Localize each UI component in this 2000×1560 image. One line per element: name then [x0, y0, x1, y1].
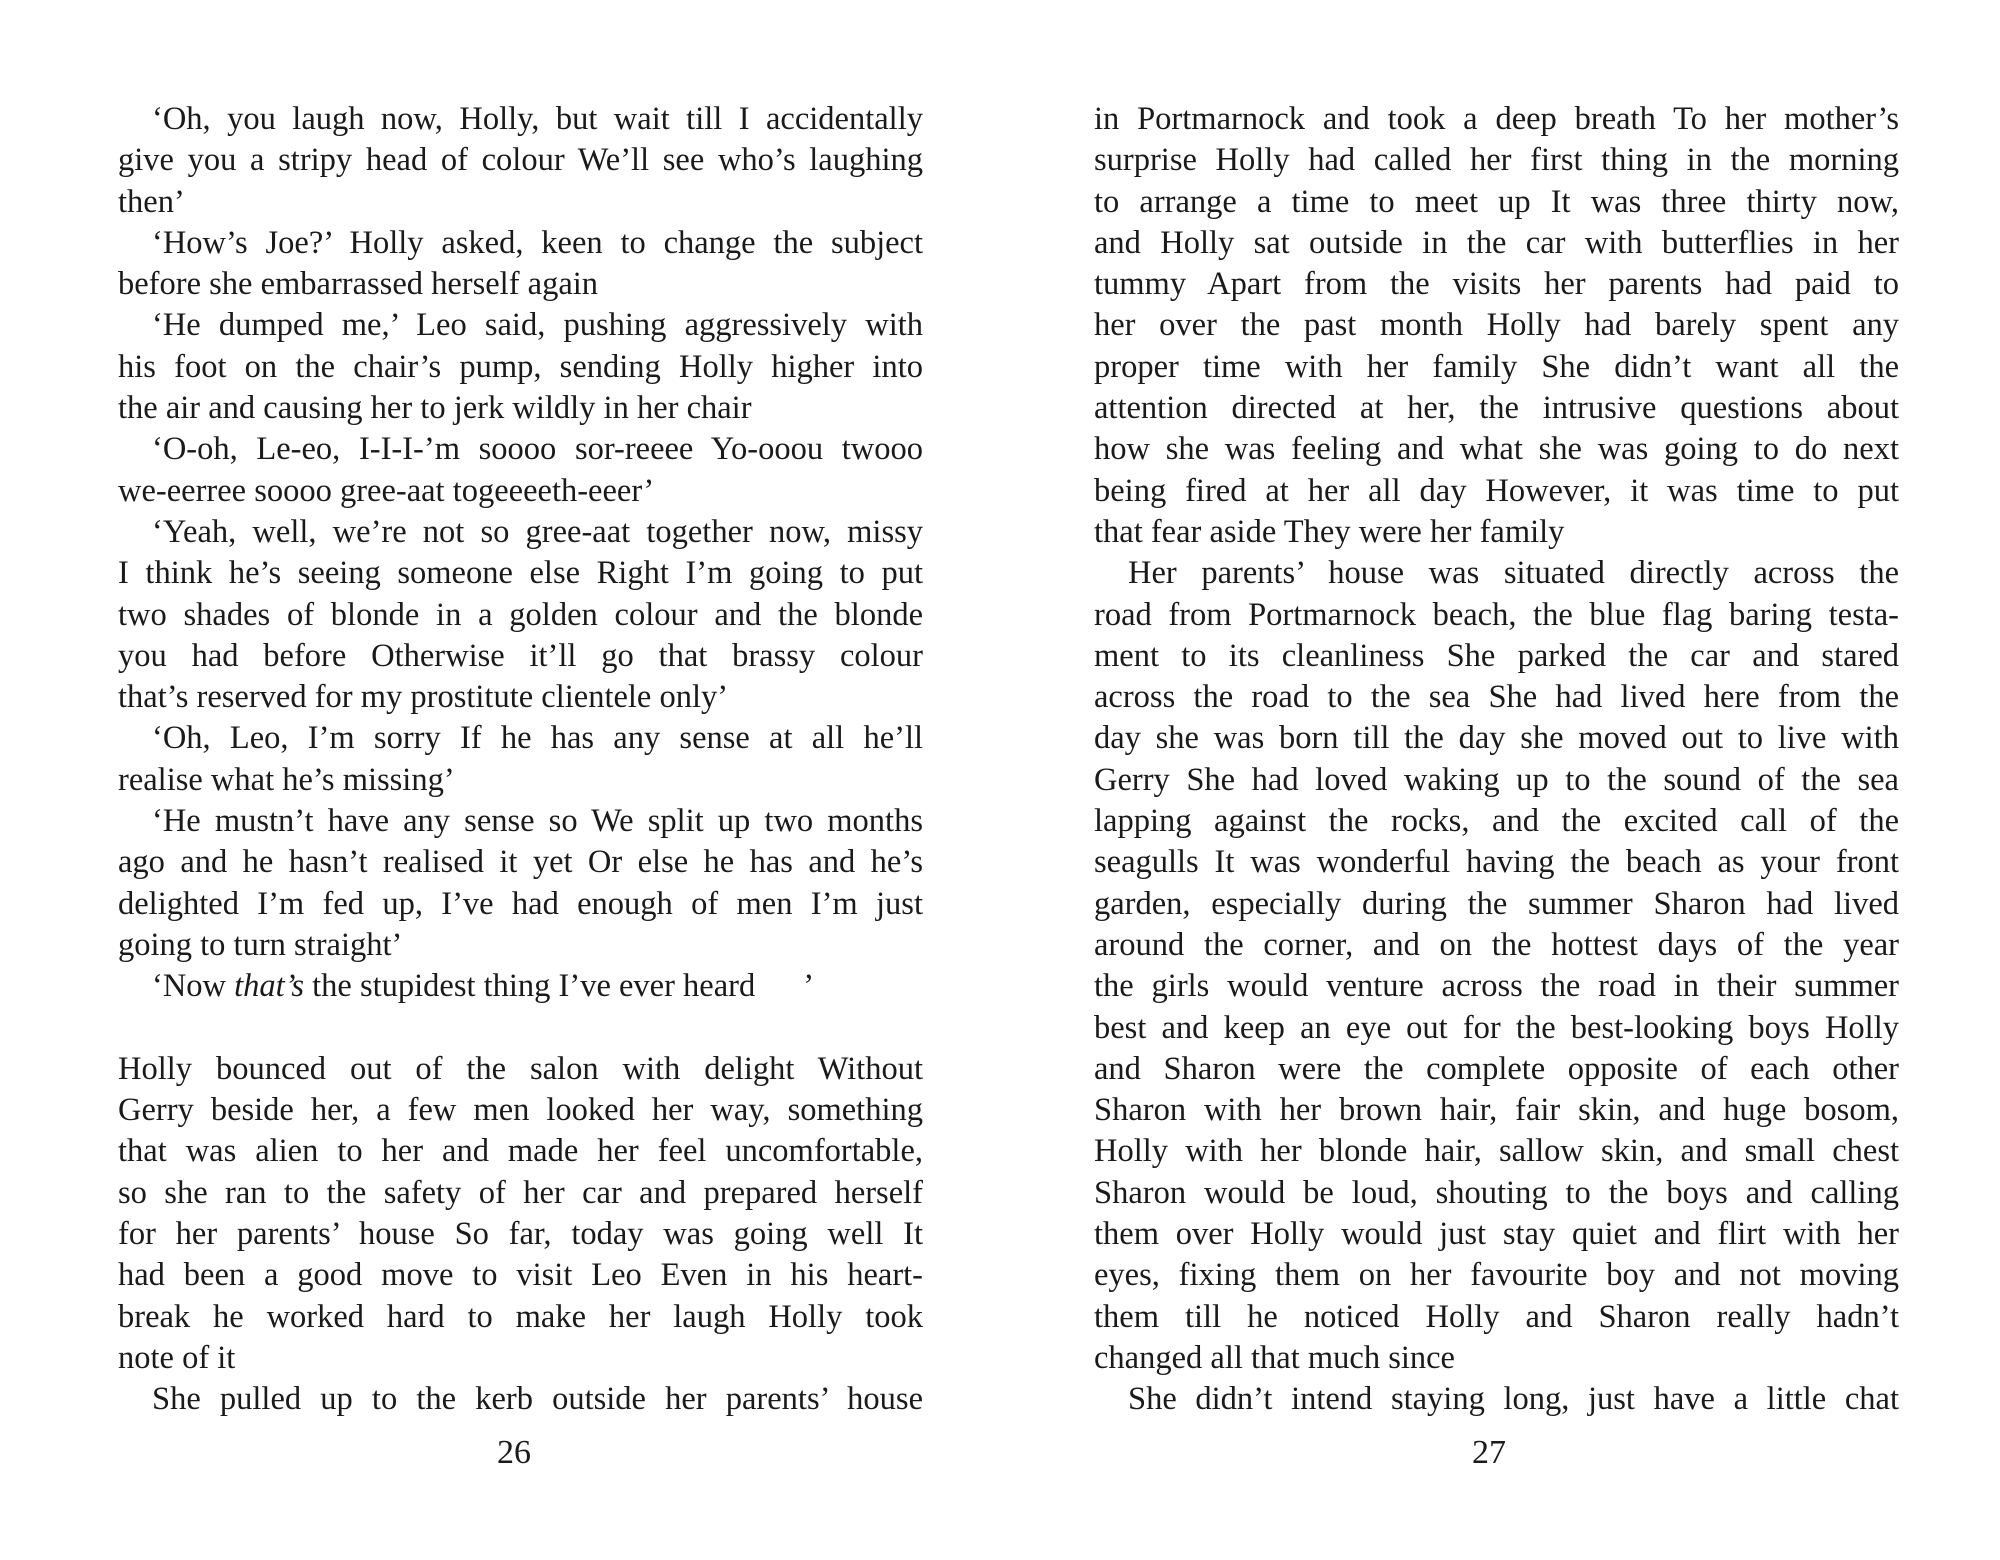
- text-line: [118, 966, 923, 1007]
- text-line: Sharon would be loud, shouting to the boys and calling: [1094, 1174, 1899, 1211]
- text-line: Holly with her blonde hair, sallow skin, and small chest: [1094, 1133, 1899, 1170]
- text-line: and Holly sat outside in the car with butterflies in her: [1094, 224, 1899, 261]
- line-text: ‘Now: [152, 968, 235, 1005]
- text-line: two shades of blonde in a golden colour and the blonde: [118, 596, 923, 633]
- text-line: give you a stripy head of colour We’ll see who’s laughing: [118, 142, 923, 179]
- text-line: in Portmarnock and took a deep breath To her mother’s: [1094, 101, 1899, 137]
- text-line: that fear aside They were her family: [1094, 513, 1565, 550]
- text-line: around the corner, and on the hottest days of the year: [1094, 926, 1899, 963]
- text-line: the air and causing her to jerk wildly in her chair: [118, 390, 752, 427]
- text-line: changed all that much since: [1094, 1339, 1455, 1376]
- text-line: to arrange a time to meet up It was three thirty now,: [1094, 183, 1899, 220]
- text-line: that was alien to her and made her feel uncomfortable,: [118, 1133, 923, 1170]
- text-line: ‘He mustn’t have any sense so We split up two months: [152, 803, 923, 840]
- text-line: ment to its cleanliness She parked the car and stared: [1094, 637, 1899, 674]
- text-line: them till he noticed Holly and Sharon really hadn’t: [1094, 1298, 1899, 1335]
- text-line: lapping against the rocks, and the excited call of the: [1094, 803, 1899, 840]
- text-line: going to turn straight’: [118, 926, 403, 963]
- text-line: seagulls It was wonderful having the beach as your front: [1094, 844, 1899, 881]
- text-line: road from Portmarnock beach, the blue flag baring testa-: [1094, 596, 1899, 633]
- text-line: we-eerree soooo gree-aat togeeeeth-eeer’: [118, 472, 655, 509]
- text-line: for her parents’ house So far, today was going well It: [118, 1216, 923, 1253]
- page-number-left: 26: [497, 1434, 531, 1471]
- text-line: Gerry beside her, a few men looked her way, something: [118, 1092, 923, 1129]
- text-line: Sharon with her brown hair, fair skin, and huge bosom,: [1094, 1092, 1899, 1129]
- emphasis-text: that’s: [234, 968, 304, 1005]
- text-line: eyes, fixing them on her favourite boy and not moving: [1094, 1257, 1899, 1294]
- text-line: her over the past month Holly had barely spent any: [1094, 307, 1899, 344]
- text-line: She pulled up to the kerb outside her parents’ house: [152, 1381, 923, 1418]
- text-line: day she was born till the day she moved out to live with: [1094, 720, 1899, 757]
- text-line: tummy Apart from the visits her parents had paid to: [1094, 266, 1899, 303]
- text-line: before she embarrassed herself again: [118, 266, 599, 303]
- text-line: note of it: [118, 1339, 236, 1376]
- text-line: garden, especially during the summer Sharon had lived: [1094, 885, 1899, 922]
- text-line: realise what he’s missing’: [118, 761, 455, 798]
- text-line: his foot on the chair’s pump, sending Holly higher into: [118, 348, 923, 385]
- text-line: ‘How’s Joe?’ Holly asked, keen to change the subject: [152, 224, 923, 261]
- text-line: Holly bounced out of the salon with delight Without: [118, 1050, 923, 1087]
- text-line: so she ran to the safety of her car and prepared herself: [118, 1174, 923, 1211]
- closing-quote: ’: [803, 968, 815, 1005]
- text-line: ‘He dumped me,’ Leo said, pushing aggressively with: [152, 307, 923, 344]
- text-line: then’: [118, 183, 185, 220]
- text-line: Gerry She had loved waking up to the sound of the sea: [1094, 761, 1899, 798]
- text-line: proper time with her family She didn’t want all the: [1094, 348, 1899, 385]
- text-line: ago and he hasn’t realised it yet Or else he has and he’s: [118, 844, 923, 881]
- text-line: Her parents’ house was situated directly across the: [1128, 555, 1899, 592]
- text-line: surprise Holly had called her first thing in the morning: [1094, 142, 1899, 179]
- text-line: ‘Oh, you laugh now, Holly, but wait till I accidentally: [152, 101, 923, 137]
- right-page-text: [1094, 99, 1899, 1421]
- text-line: [118, 1008, 923, 1049]
- text-line: I think he’s seeing someone else Right I’m going to put: [118, 555, 923, 592]
- text-line: had been a good move to visit Leo Even in his heart-: [118, 1257, 923, 1294]
- text-line: ‘Yeah, well, we’re not so gree-aat together now, missy: [152, 513, 923, 550]
- page-number-right: 27: [1472, 1434, 1506, 1471]
- text-line: ‘O-oh, Le-eo, I-I-I-’m soooo sor-reeee Yo-ooou twooo: [152, 431, 923, 468]
- text-line: being fired at her all day However, it was time to put: [1094, 472, 1899, 509]
- text-line: ‘Oh, Leo, I’m sorry If he has any sense at all he’ll: [152, 720, 923, 757]
- text-line: them over Holly would just stay quiet and flirt with her: [1094, 1216, 1899, 1253]
- text-line: across the road to the sea She had lived here from the: [1094, 679, 1899, 716]
- line-text: the stupidest thing I’ve ever heard: [303, 968, 756, 1005]
- left-page-text: [118, 99, 923, 1421]
- text-line: delighted I’m fed up, I’ve had enough of men I’m just: [118, 885, 923, 922]
- text-line: the girls would venture across the road in their summer: [1094, 968, 1899, 1005]
- text-line: how she was feeling and what she was going to do next: [1094, 431, 1899, 468]
- text-line: best and keep an eye out for the best-looking boys Holly: [1094, 1009, 1899, 1046]
- text-line: that’s reserved for my prostitute clientele only’: [118, 679, 729, 716]
- text-line: break he worked hard to make her laugh Holly took: [118, 1298, 923, 1335]
- text-line: She didn’t intend staying long, just have a little chat: [1128, 1381, 1899, 1418]
- text-line: attention directed at her, the intrusive questions about: [1094, 390, 1899, 427]
- text-line: and Sharon were the complete opposite of each other: [1094, 1050, 1899, 1087]
- text-line: you had before Otherwise it’ll go that brassy colour: [118, 637, 923, 674]
